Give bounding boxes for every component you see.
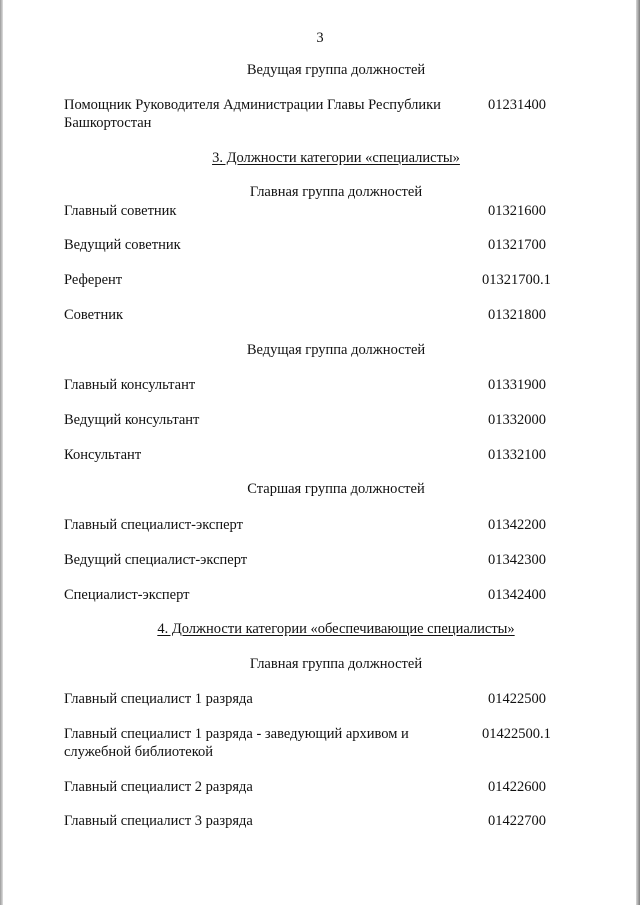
position-title: Главный специалист 1 разряда [64, 691, 253, 707]
position-title: Главный специалист 2 разряда [64, 779, 253, 795]
position-title: Главный консультант [64, 377, 196, 393]
position-title: Консультант [64, 447, 142, 463]
group-heading-leading: Ведущая группа должностей [246, 342, 426, 358]
group-heading-leading: Ведущая группа должностей [246, 62, 426, 78]
position-title: Советник [64, 307, 124, 323]
position-code: 01422500.1 [482, 726, 551, 742]
page-edge-left [0, 0, 3, 905]
position-title: Ведущий специалист-эксперт [64, 552, 248, 568]
position-code: 01321700.1 [482, 272, 551, 288]
position-code: 01331900 [488, 377, 546, 393]
category-heading-support-specialists: 4. Должности категории «обеспечивающие специалисты» [157, 621, 515, 637]
position-code: 01342400 [488, 587, 546, 603]
position-title: Специалист-эксперт [64, 587, 190, 603]
position-title: Референт [64, 272, 123, 288]
position-code: 01321800 [488, 307, 546, 323]
position-code: 01231400 [488, 97, 546, 113]
position-code: 01422600 [488, 779, 546, 795]
position-title: Ведущий советник [64, 237, 181, 253]
group-heading-senior: Старшая группа должностей [247, 481, 425, 497]
position-code: 01342200 [488, 517, 546, 533]
position-title: Главный специалист 1 разряда - заведующий архивом и служебной библиотекой [64, 726, 409, 760]
position-title: Главный специалист 3 разряда [64, 813, 253, 829]
group-heading-main: Главная группа должностей [249, 656, 423, 672]
page-number: 3 [316, 30, 324, 46]
position-code: 01321700 [488, 237, 546, 253]
category-heading-specialists: 3. Должности категории «специалисты» [212, 150, 460, 166]
page-edge-right [636, 0, 640, 905]
position-title: Помощник Руководителя Администрации Главы Республики Башкортостан [64, 97, 441, 131]
position-code: 01422700 [488, 813, 546, 829]
group-heading-main: Главная группа должностей [249, 184, 423, 200]
position-title: Главный советник [64, 203, 177, 219]
position-code: 01422500 [488, 691, 546, 707]
position-code: 01342300 [488, 552, 546, 568]
position-title: Ведущий консультант [64, 412, 200, 428]
position-code: 01332100 [488, 447, 546, 463]
position-title: Главный специалист-эксперт [64, 517, 243, 533]
position-code: 01332000 [488, 412, 546, 428]
position-code: 01321600 [488, 203, 546, 219]
